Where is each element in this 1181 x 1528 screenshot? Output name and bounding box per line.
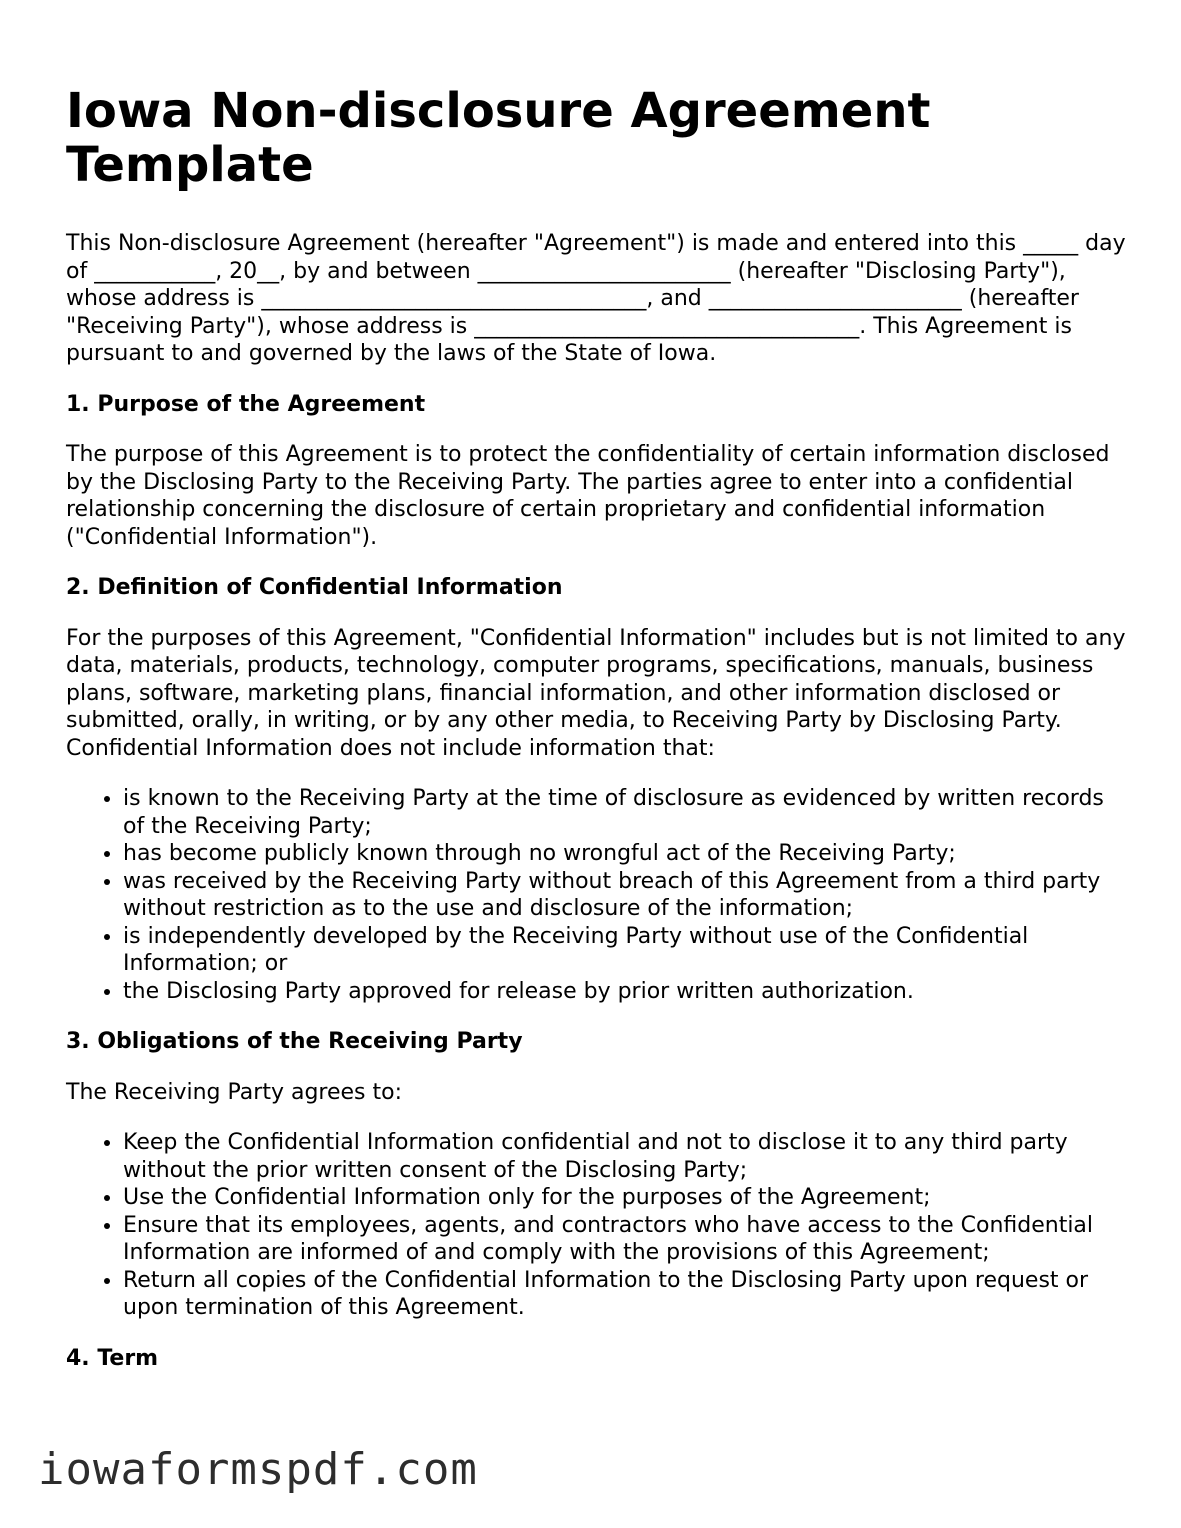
- document-page: [66, 84, 1126, 1395]
- list-item: • was received by the Receiving Party without breach of this Agreement from a third party without restriction as to the use and disclosure of the information;: [123, 868, 1126, 923]
- section-2-body: For the purposes of this Agreement, "Confidential Information" includes but is not limited to any data, materials, products, technology, computer programs, specifications, manuals, business plans, software, marketing plans, financial information, and other information disclosed or submitted, orally, in writing, or by any other media, to Receiving Party by Disclosing Party. Confidential Information does not include information that:: [66, 625, 1126, 761]
- list-item: • Return all copies of the Confidential Information to the Disclosing Party upon request or upon termination of this Agreement.: [123, 1267, 1126, 1322]
- section-1-heading: 1. Purpose of the Agreement: [66, 391, 426, 417]
- section-4-heading: 4. Term: [66, 1345, 159, 1371]
- section-3-heading: 3. Obligations of the Receiving Party: [66, 1029, 523, 1054]
- list-item: • Keep the Confidential Information confidential and not to disclose it to any third party without the prior written consent of the Disclosing Party;: [123, 1129, 1126, 1184]
- list-item: • the Disclosing Party approved for release by prior written authorization.: [123, 978, 1126, 1006]
- section-2-exclusions-list: [66, 785, 1126, 1005]
- section-2-heading: 2. Definition of Confidential Information: [66, 575, 563, 600]
- list-item: • Ensure that its employees, agents, and contractors who have access to the Confidential Information are informed of and comply with the provisions of this Agreement;: [123, 1212, 1126, 1267]
- intro-paragraph: This Non-disclosure Agreement (hereafter "Agreement") is made and entered into this _____ day of ___________, 20__, by and between _______________________ (hereafter "Disclosing Party"), whose address is ___________________________________, and _______________________ (hereafter "Receiving Party"), whose address is ___________________________________. This Agreement is pursuant to and governed by the laws of the State of Iowa.: [66, 231, 1126, 366]
- section-3-obligations-list: [66, 1129, 1126, 1322]
- list-item: • is known to the Receiving Party at the time of disclosure as evidenced by written records of the Receiving Party;: [123, 785, 1126, 840]
- section-3-body: The Receiving Party agrees to:: [66, 1079, 402, 1105]
- document-title: Iowa Non-disclosure Agreement Template: [66, 83, 931, 193]
- list-item: • is independently developed by the Receiving Party without use of the Confidential Information; or: [123, 923, 1126, 978]
- site-watermark: iowaformspdf.com: [38, 1444, 478, 1495]
- list-item: • has become publicly known through no wrongful act of the Receiving Party;: [123, 840, 1126, 868]
- list-item: • Use the Confidential Information only for the purposes of the Agreement;: [123, 1184, 1126, 1212]
- section-1-body: The purpose of this Agreement is to protect the confidentiality of certain information disclosed by the Disclosing Party to the Receiving Party. The parties agree to enter into a confidential relationship concerning the disclosure of certain proprietary and confidential information ("Confidential Information").: [66, 442, 1110, 550]
